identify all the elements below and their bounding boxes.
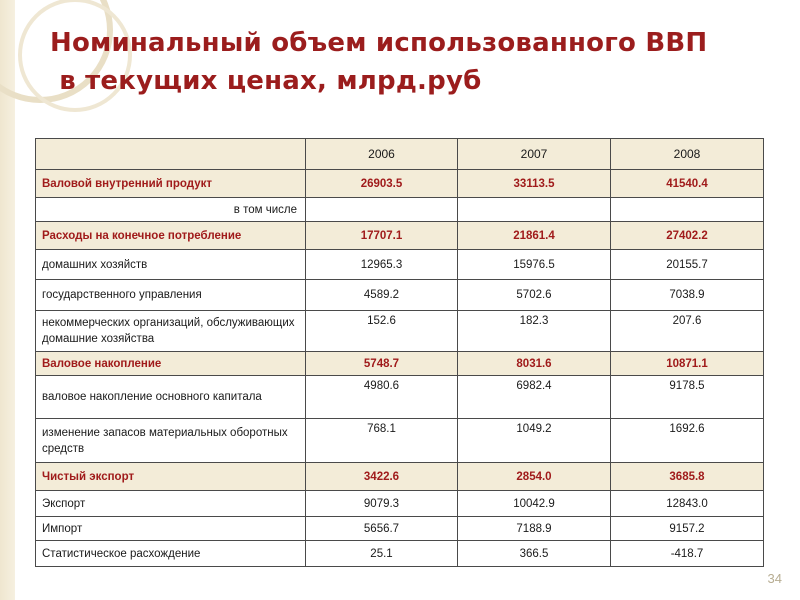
row-label: Статистическое расхождение — [36, 541, 306, 567]
table-row — [36, 517, 764, 541]
row-value-2007: 5702.6 — [458, 280, 611, 311]
row-label: Импорт — [36, 517, 306, 541]
row-value-2008: 20155.7 — [611, 250, 764, 280]
row-label: государственного управления — [36, 280, 306, 311]
row-value-2008: 9157.2 — [611, 517, 764, 541]
row-label: Валовой внутренний продукт — [36, 170, 306, 198]
row-value-2008: 41540.4 — [611, 170, 764, 198]
row-value-2006: 152.6 — [306, 311, 458, 352]
row-label: Расходы на конечное потребление — [36, 222, 306, 250]
row-value-2008: 12843.0 — [611, 491, 764, 517]
row-value-2007: 7188.9 — [458, 517, 611, 541]
row-value-2008: 10871.1 — [611, 352, 764, 376]
row-value-2008: -418.7 — [611, 541, 764, 567]
row-label: некоммерческих организаций, обслуживающих домашние хозяйства — [36, 311, 306, 352]
row-value-2006: 5748.7 — [306, 352, 458, 376]
row-value-2008: 3685.8 — [611, 463, 764, 491]
gdp-table-container — [35, 138, 763, 567]
table-row — [36, 250, 764, 280]
row-value-2008: 207.6 — [611, 311, 764, 352]
table-row — [36, 463, 764, 491]
row-value-2007: 366.5 — [458, 541, 611, 567]
row-value-2007: 10042.9 — [458, 491, 611, 517]
row-value-2008: 27402.2 — [611, 222, 764, 250]
row-label: домашних хозяйств — [36, 250, 306, 280]
row-value-2006: 17707.1 — [306, 222, 458, 250]
gdp-table — [35, 138, 764, 567]
row-value-2006: 9079.3 — [306, 491, 458, 517]
row-value-2008: 9178.5 — [611, 376, 764, 419]
row-value-2007: 21861.4 — [458, 222, 611, 250]
row-label: изменение запасов материальных оборотных средств — [36, 419, 306, 463]
row-value-2007 — [458, 198, 611, 222]
row-value-2007: 2854.0 — [458, 463, 611, 491]
table-row — [36, 352, 764, 376]
header-cell-label — [36, 139, 306, 170]
row-label: Чистый экспорт — [36, 463, 306, 491]
header-cell-2008: 2008 — [611, 139, 764, 170]
slide-title — [50, 24, 770, 100]
row-value-2006: 4589.2 — [306, 280, 458, 311]
page-number: 34 — [767, 571, 782, 586]
row-value-2007: 33113.5 — [458, 170, 611, 198]
row-value-2007: 15976.5 — [458, 250, 611, 280]
row-value-2007: 8031.6 — [458, 352, 611, 376]
row-value-2007: 1049.2 — [458, 419, 611, 463]
slide-title-line-2: в текущих ценах, млрд.руб — [50, 66, 482, 96]
table-row — [36, 541, 764, 567]
row-value-2006: 5656.7 — [306, 517, 458, 541]
row-value-2008 — [611, 198, 764, 222]
row-value-2006 — [306, 198, 458, 222]
table-body — [36, 170, 764, 567]
table-row — [36, 222, 764, 250]
table-row — [36, 311, 764, 352]
header-cell-2007: 2007 — [458, 139, 611, 170]
row-value-2007: 6982.4 — [458, 376, 611, 419]
row-label: валовое накопление основного капитала — [36, 376, 306, 419]
row-label: Экспорт — [36, 491, 306, 517]
row-value-2006: 25.1 — [306, 541, 458, 567]
table-row — [36, 280, 764, 311]
table-row — [36, 376, 764, 419]
table-row — [36, 198, 764, 222]
row-value-2006: 26903.5 — [306, 170, 458, 198]
header-cell-2006: 2006 — [306, 139, 458, 170]
row-label: Валовое накопление — [36, 352, 306, 376]
table-row — [36, 491, 764, 517]
row-value-2008: 1692.6 — [611, 419, 764, 463]
row-value-2006: 768.1 — [306, 419, 458, 463]
row-value-2006: 3422.6 — [306, 463, 458, 491]
slide-title-line-1: Номинальный объем использованного ВВП — [50, 28, 708, 58]
table-header-row — [36, 139, 764, 170]
row-value-2008: 7038.9 — [611, 280, 764, 311]
table-row — [36, 419, 764, 463]
row-value-2006: 12965.3 — [306, 250, 458, 280]
row-label: в том числе — [36, 198, 306, 222]
row-value-2006: 4980.6 — [306, 376, 458, 419]
row-value-2007: 182.3 — [458, 311, 611, 352]
table-row — [36, 170, 764, 198]
